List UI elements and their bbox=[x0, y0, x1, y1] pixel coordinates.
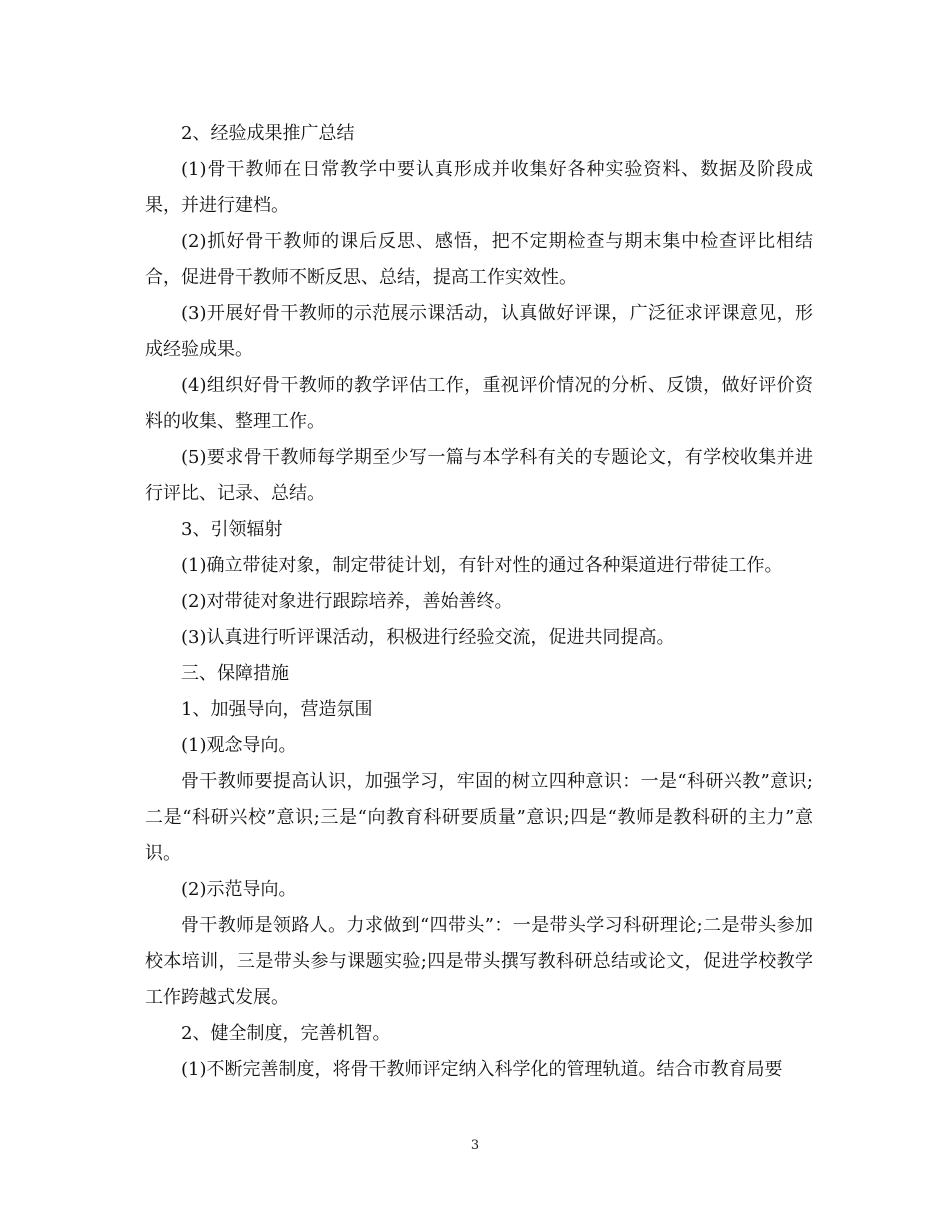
subheading-demonstration-guidance: (2)示范导向。 bbox=[181, 879, 297, 900]
paragraph-item: 骨干教师是领路人。力求做到“四带头”：一是带头学习科研理论;二是带头参加校本培训，三是带头参与课题实验;四是带头撰写教科研总结或论文，促进学校教学工作跨越式发展。 bbox=[145, 915, 813, 1008]
heading-guidance-atmosphere: 1、加强导向，营造氛围 bbox=[181, 699, 373, 720]
paragraph-item: (1)骨干教师在日常教学中要认真形成并收集好各种实验资料、数据及阶段成果，并进行建档。 bbox=[145, 159, 813, 216]
paragraph-item: (3)认真进行听评课活动，积极进行经验交流，促进共同提高。 bbox=[181, 627, 675, 648]
heading-safeguard-measures: 三、保障措施 bbox=[181, 663, 289, 684]
paragraph-item: (5)要求骨干教师每学期至少写一篇与本学科有关的专题论文，有学校收集并进行评比、记录、总结。 bbox=[145, 447, 813, 504]
paragraph-item: (1)不断完善制度，将骨干教师评定纳入科学化的管理轨道。结合市教育局要 bbox=[181, 1059, 783, 1080]
paragraph-item: (4)组织好骨干教师的教学评估工作，重视评价情况的分析、反馈，做好评价资料的收集、整理工作。 bbox=[145, 375, 813, 432]
paragraph-item: (3)开展好骨干教师的示范展示课活动，认真做好评课，广泛征求评课意见，形成经验成果。 bbox=[145, 303, 813, 360]
heading-system-improvement: 2、健全制度，完善机智。 bbox=[181, 1023, 391, 1044]
page-number: 3 bbox=[470, 1138, 480, 1153]
subheading-concept-guidance: (1)观念导向。 bbox=[181, 735, 297, 756]
paragraph-item: (1)确立带徒对象，制定带徒计划，有针对性的通过各种渠道进行带徒工作。 bbox=[181, 555, 783, 576]
document-body bbox=[145, 116, 813, 1088]
heading-experience-promotion: 2、经验成果推广总结 bbox=[181, 123, 355, 144]
paragraph-item: 骨干教师要提高认识，加强学习，牢固的树立四种意识：一是“科研兴教”意识;二是“科研兴校”意识;三是“向教育科研要质量”意识;四是“教师是教科研的主力”意识。 bbox=[145, 771, 813, 864]
paragraph-item: (2)对带徒对象进行跟踪培养，善始善终。 bbox=[181, 591, 513, 612]
heading-leading-radiation: 3、引领辐射 bbox=[181, 519, 283, 540]
paragraph-item: (2)抓好骨干教师的课后反思、感悟，把不定期检查与期末集中检查评比相结合，促进骨干教师不断反思、总结，提高工作实效性。 bbox=[145, 231, 813, 288]
